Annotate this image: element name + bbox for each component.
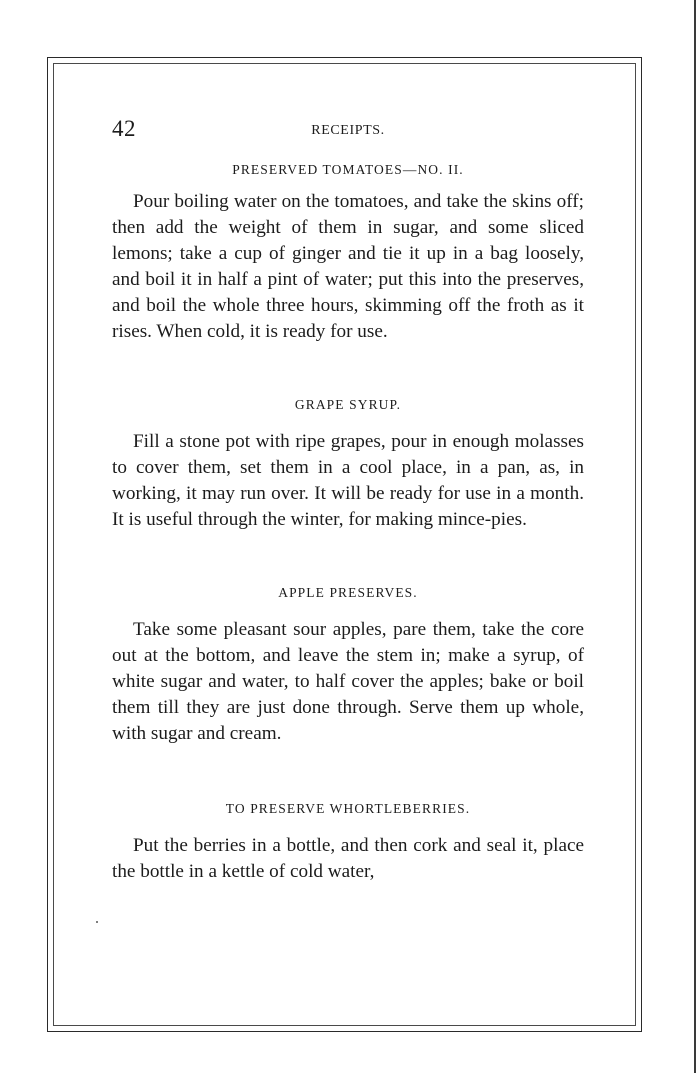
recipe-heading: APPLE PRESERVES. <box>278 585 418 600</box>
page-number: 42 <box>112 116 136 141</box>
recipe-heading: GRAPE SYRUP. <box>294 397 402 412</box>
recipe-heading: TO PRESERVE WHORTLEBERRIES. <box>225 801 471 816</box>
recipe-body: Fill a stone pot with ripe grapes, pour in enough molasses to cover them, set them in a cool place, in a pan, as, in working, it may run over. It will be ready for use in a month. It is useful through the winter, for making mince-pies. <box>112 431 584 530</box>
recipe-body: Take some pleasant sour apples, pare them, take the core out at the bottom, and leave the stem in; make a syrup, of white sugar and water, to half cover the apples; bake or boil them till they are just done through. Serve them up whole, with sugar and cream. <box>112 619 584 744</box>
page-header <box>112 116 584 150</box>
book-page <box>112 116 584 885</box>
recipe-body: Pour boiling water on the tomatoes, and take the skins off; then add the weight of them in sugar, and some sliced lemons; take a cup of ginger and tie it up in a bag loosely, and boil it in half a pint of water; put this into the preserves, and boil the whole three hours, skimming off the froth as it rises. When cold, it is ready for use. <box>112 191 584 342</box>
running-title: RECEIPTS. <box>311 123 385 138</box>
page-edge-line <box>694 0 696 1073</box>
recipe-heading: PRESERVED TOMATOES—NO. II. <box>232 162 464 177</box>
recipe-body: Put the berries in a bottle, and then cork and seal it, place the bottle in a kettle of cold water, <box>112 835 584 882</box>
print-speck <box>96 921 98 923</box>
